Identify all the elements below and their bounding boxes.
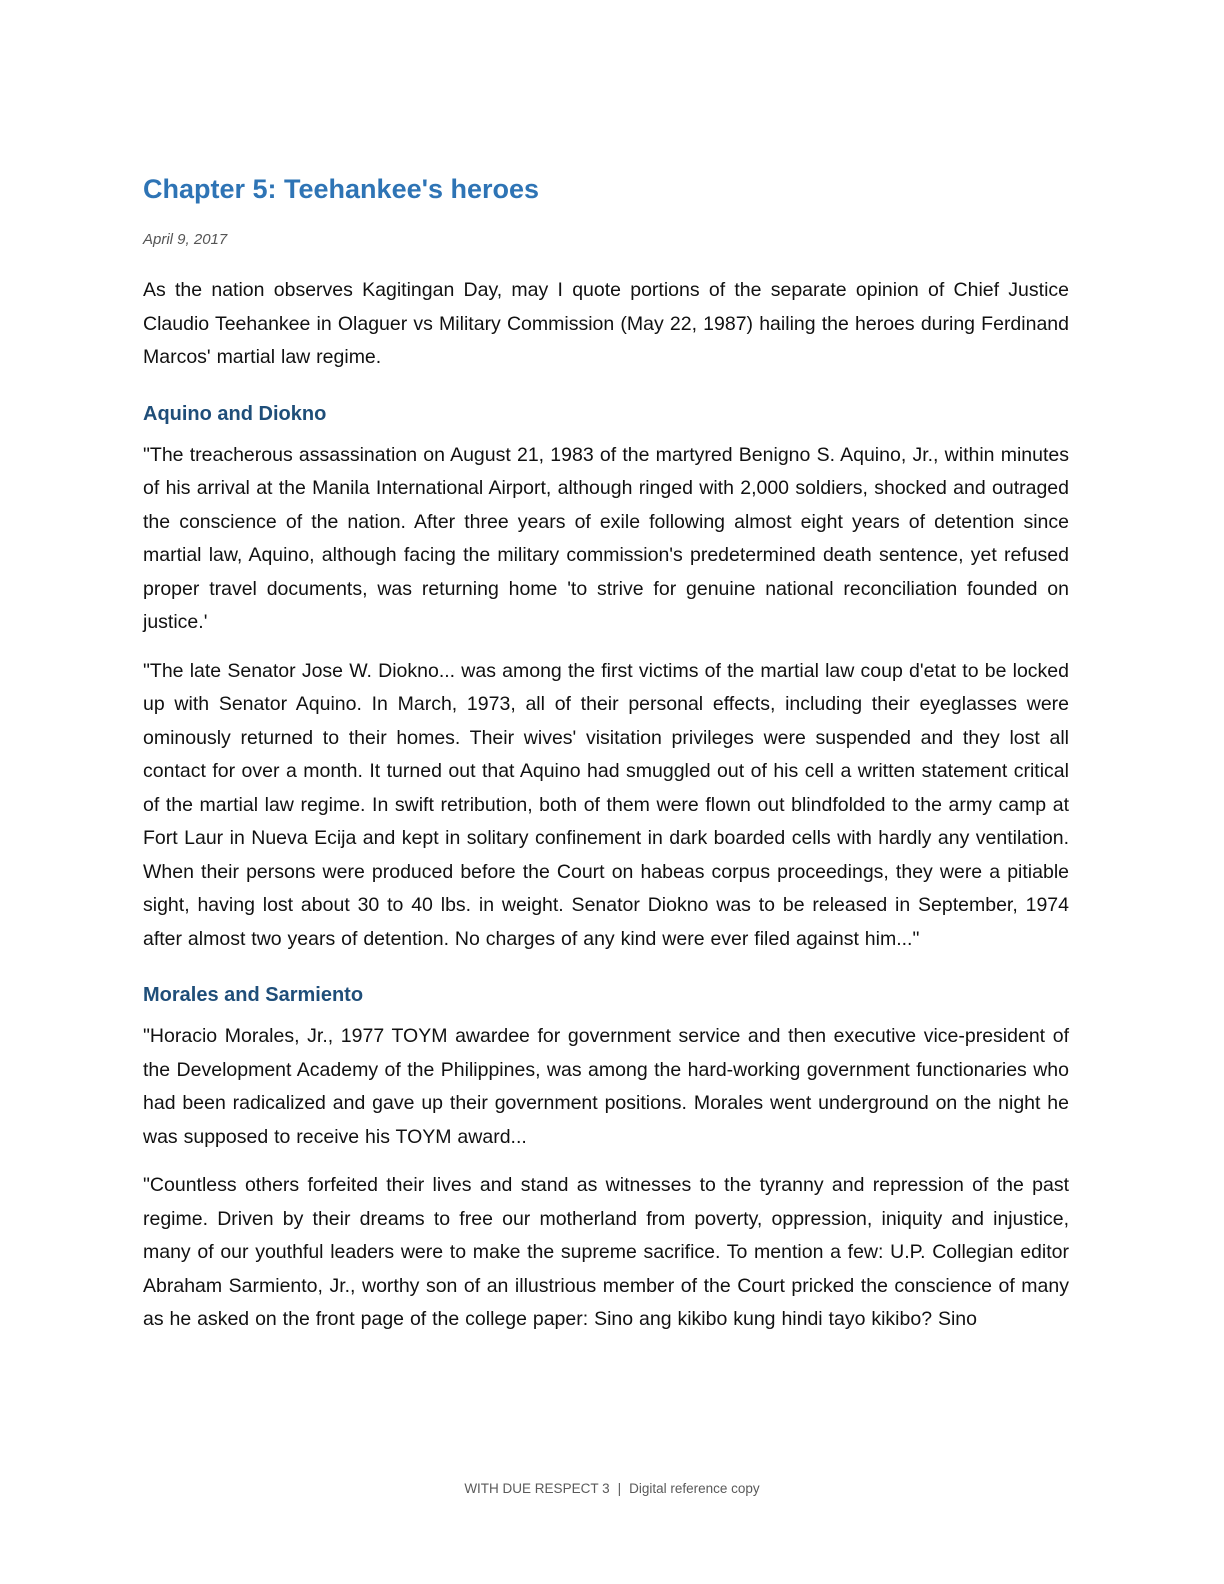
chapter-title: Chapter 5: Teehankee's heroes <box>143 174 540 204</box>
paragraph-sarmiento: "Countless others forfeited their lives and stand as witnesses to the tyranny and repression of the past regime. Driven by their dreams to free our motherland from poverty, oppression, iniquity and injustice, many of our youthful leaders were to make the supreme sacrifice. To mention a few: U.P. Collegian editor Abraham Sarmiento, Jr., worthy son of an illustrious member of the Court pricked the conscience of many as he asked on the front page of the college paper: Sino ang kikibo kung hindi tayo kikibo? Sino <box>143 1174 1069 1330</box>
paragraph-morales: "Horacio Morales, Jr., 1977 TOYM awardee for government service and then executive vice-president of the Development Academy of the Philippines, was among the hard-working government functionaries who had been radicalized and gave up their government positions. Morales went underground on the night he was supposed to receive his TOYM award... <box>143 1025 1069 1148</box>
footer-book-title: WITH DUE RESPECT 3 <box>464 1481 610 1496</box>
paragraph-aquino: "The treacherous assassination on August 21, 1983 of the martyred Benigno S. Aquino, Jr., within minutes of his arrival at the Manila International Airport, although ringed with 2,000 soldiers, shocked and outraged the conscience of the nation. After three years of exile following almost eight years of detention since martial law, Aquino, although facing the military commission's predetermined death sentence, yet refused proper travel documents, was returning home 'to strive for genuine national reconciliation founded on justice.' <box>143 443 1069 633</box>
intro-paragraph: As the nation observes Kagitingan Day, may I quote portions of the separate opinion of Chief Justice Claudio Teehankee in Olaguer vs Military Commission (May 22, 1987) hailing the heroes during Ferdinand Marcos' martial law regime. <box>143 279 1069 368</box>
document-body <box>143 170 1069 1337</box>
footer-copy-note: Digital reference copy <box>629 1481 760 1496</box>
publication-date: April 9, 2017 <box>143 231 228 248</box>
footer-separator: | <box>617 1481 622 1496</box>
section-heading-aquino-diokno: Aquino and Diokno <box>143 402 327 425</box>
page-footer <box>0 1480 1224 1498</box>
paragraph-diokno: "The late Senator Jose W. Diokno... was among the first victims of the martial law coup d'etat to be locked up with Senator Aquino. In March, 1973, all of their personal effects, including their eyeglasses were ominously returned to their homes. Their wives' visitation privileges were suspended and they lost all contact for over a month. It turned out that Aquino had smuggled out of his cell a written statement critical of the martial law regime. In swift retribution, both of them were flown out blindfolded to the army camp at Fort Laur in Nueva Ecija and kept in solitary confinement in dark boarded cells with hardly any ventilation. When their persons were produced before the Court on habeas corpus proceedings, they were a pitiable sight, having lost about 30 to 40 lbs. in weight. Senator Diokno was to be released in September, 1974 after almost two years of detention. No charges of any kind were ever filed against him..." <box>143 659 1069 950</box>
section-heading-morales-sarmiento: Morales and Sarmiento <box>143 984 364 1006</box>
